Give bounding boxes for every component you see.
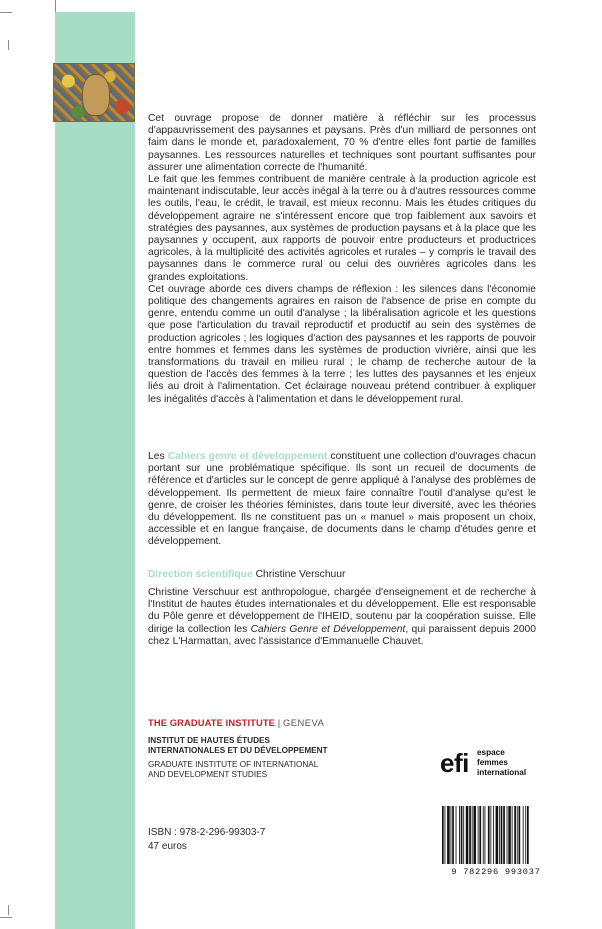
description-text	[148, 113, 536, 406]
barcode	[440, 806, 552, 877]
bio-text: Christine Verschuur est anthropologue, chargée d'enseignement et de recherche à l'Institut de hautes études internationales et du développement. Elle est responsable du Pôle genre et développement de l'IHEID, soutenu par la coopération suisse. Elle dirige la collection les	[148, 587, 536, 635]
institute-en-line-2: AND DEVELOPMENT STUDIES	[148, 770, 268, 779]
barcode-bar	[488, 806, 490, 864]
barcode-bar	[461, 806, 463, 864]
barcode-bar	[456, 806, 457, 864]
barcode-bar	[479, 806, 481, 864]
barcode-bar	[485, 806, 486, 864]
collection-description: constituent une collection d'ouvrages chacun portant sur une problématique spécifique. Ils sont un recueil de documents de référence et d'articles sur le concept de genre appliqué à l'analyse des problèmes de développement. Ils permettent de mieux faire connaître l'outil d'analyse qu'est le genre, de croiser les théories féministes, dans toute leur diversité, avec les théories du développement. Ils ne constituent pas un « manuel » mais proposent un choix, accessible et en langue française, de documents dans le champ d'études genre et développement.	[148, 451, 536, 548]
barcode-number: 9 782296 993037	[451, 867, 541, 877]
barcode-bar	[512, 806, 513, 864]
crop-mark-left-low	[8, 905, 9, 915]
barcode-bar	[503, 806, 505, 864]
barcode-bar	[445, 806, 446, 864]
barcode-bar	[499, 806, 500, 864]
efi-line-3: international	[477, 768, 527, 777]
barcode-bar	[496, 806, 499, 864]
barcode-bar	[519, 806, 521, 864]
cover-artwork-image	[53, 63, 135, 122]
barcode-bar	[469, 806, 471, 864]
barcode-bar	[527, 806, 529, 864]
institute-separator: |	[275, 717, 283, 728]
direction-line	[148, 569, 536, 581]
barcode-bar	[447, 806, 450, 864]
author-bio	[148, 587, 536, 648]
barcode-bar	[508, 806, 511, 864]
institute-en-line-1: GRADUATE INSTITUTE OF INTERNATIONAL	[148, 760, 319, 769]
barcode-bar	[517, 806, 518, 864]
accent-stripe	[55, 12, 135, 929]
institute-name-french	[148, 736, 398, 756]
institute-fr-line-2: INTERNATIONALES ET DU DÉVELOPPEMENT	[148, 746, 328, 755]
efi-line-1: espace	[477, 748, 505, 757]
institute-fr-line-1: INSTITUT DE HAUTES ÉTUDES	[148, 736, 270, 745]
paragraph-fields: Cet ouvrage aborde ces divers champs de réflexion : les silences dans l'économie politique des changements agraires en raison de l'absence de prise en compte du genre, entendu comme un outil d'analyse ; la libéralisation agricole et les questions que pose l'articulation du travail reproductif et productif au sein des systèmes de production agricoles ; les logiques d'action des paysannes et les rapports de pouvoir entre hommes et femmes dans les systèmes de production vivrière, ainsi que les transformations du travail en milieu rural ; le champ de recherche autour de la question de l'accès des femmes à la terre ; les luttes des paysannes et les enjeux liés au droit à l'alimentation. Cet éclairage nouveau prétend contribuer à expliquer les inégalités d'accès à l'alimentation et dans le développement rural.	[148, 283, 536, 405]
barcode-bars	[440, 806, 552, 864]
barcode-bar	[463, 806, 464, 864]
book-info	[148, 826, 265, 854]
crop-mark-left	[0, 12, 12, 13]
collection-text	[148, 451, 536, 549]
price: 47 euros	[148, 841, 187, 852]
artwork-figure	[82, 74, 110, 116]
direction-name: Christine Verschuur	[252, 569, 346, 580]
barcode-bar	[451, 806, 452, 864]
institute-name: THE GRADUATE INSTITUTE	[148, 717, 276, 728]
barcode-bar	[466, 806, 469, 864]
barcode-bar	[490, 806, 491, 864]
paragraph-collection	[148, 451, 536, 549]
efi-full-name	[477, 748, 526, 778]
barcode-bar	[472, 806, 473, 864]
institute-name-english	[148, 760, 398, 780]
barcode-bar	[452, 806, 454, 864]
barcode-bar	[493, 806, 494, 864]
paragraph-women-agriculture: Le fait que les femmes contribuent de manière centrale à la production agricole est maintenant indiscutable, leur accès inégal à la terre ou à d'autres ressources comme les outils, l'eau, le crédit, le travail, est mieux reconnu. Mais les études critiques du développement agraire ne s'intéressent encore que trop faiblement aux savoirs et stratégies des paysannes, aux systèmes de production paysans et à la place que les paysannes y occupent, aux rapports de pouvoir entre producteurs et productrices agricoles, à la multiplicité des activités agricoles et rurales – y compris le travail des paysannes dans le commerce rural ou celui des ouvrières agricoles dans les grandes exploitations.	[148, 174, 536, 283]
barcode-bar	[442, 806, 444, 864]
crop-mark-left-mid	[8, 40, 9, 50]
bio-text-end: , qui paraissent depuis 2000 chez L'Harmattan, avec l'assistance d'Emmanuelle Chauvet.	[148, 623, 536, 647]
efi-line-2: femmes	[477, 758, 508, 767]
efi-logo	[440, 746, 550, 786]
isbn: ISBN : 978-2-296-99303-7	[148, 827, 266, 838]
barcode-bar	[459, 806, 460, 864]
collection-name: Cahiers genre et développement	[167, 451, 328, 462]
barcode-bar	[483, 806, 484, 864]
crop-mark-bottom-left	[0, 917, 12, 918]
barcode-bar	[525, 806, 526, 864]
institute-city: GENEVA	[282, 717, 325, 728]
collection-prefix: Les	[148, 451, 168, 462]
crop-mark-top	[55, 0, 56, 12]
barcode-bar	[507, 806, 508, 864]
barcode-bar	[514, 806, 516, 864]
barcode-bar	[523, 806, 524, 864]
efi-wordmark: efi	[440, 748, 469, 778]
barcode-bar	[473, 806, 476, 864]
barcode-bar	[478, 806, 479, 864]
graduate-institute-logo	[148, 717, 324, 728]
direction-label: Direction scientifique	[148, 569, 253, 580]
barcode-bar	[501, 806, 503, 864]
bio-collection-title: Cahiers Genre et Développement	[250, 623, 406, 635]
paragraph-intro: Cet ouvrage propose de donner matière à réfléchir sur les processus d'appauvrissement des paysannes et paysans. Près d'un milliard de personnes ont faim dans le monde et, paradoxalement, 70 % d'entre elles font partie de familles paysannes. Les ressources naturelles et techniques sont pourtant suffisantes pour assurer une alimentation correcte de l'humanité.	[148, 113, 536, 173]
